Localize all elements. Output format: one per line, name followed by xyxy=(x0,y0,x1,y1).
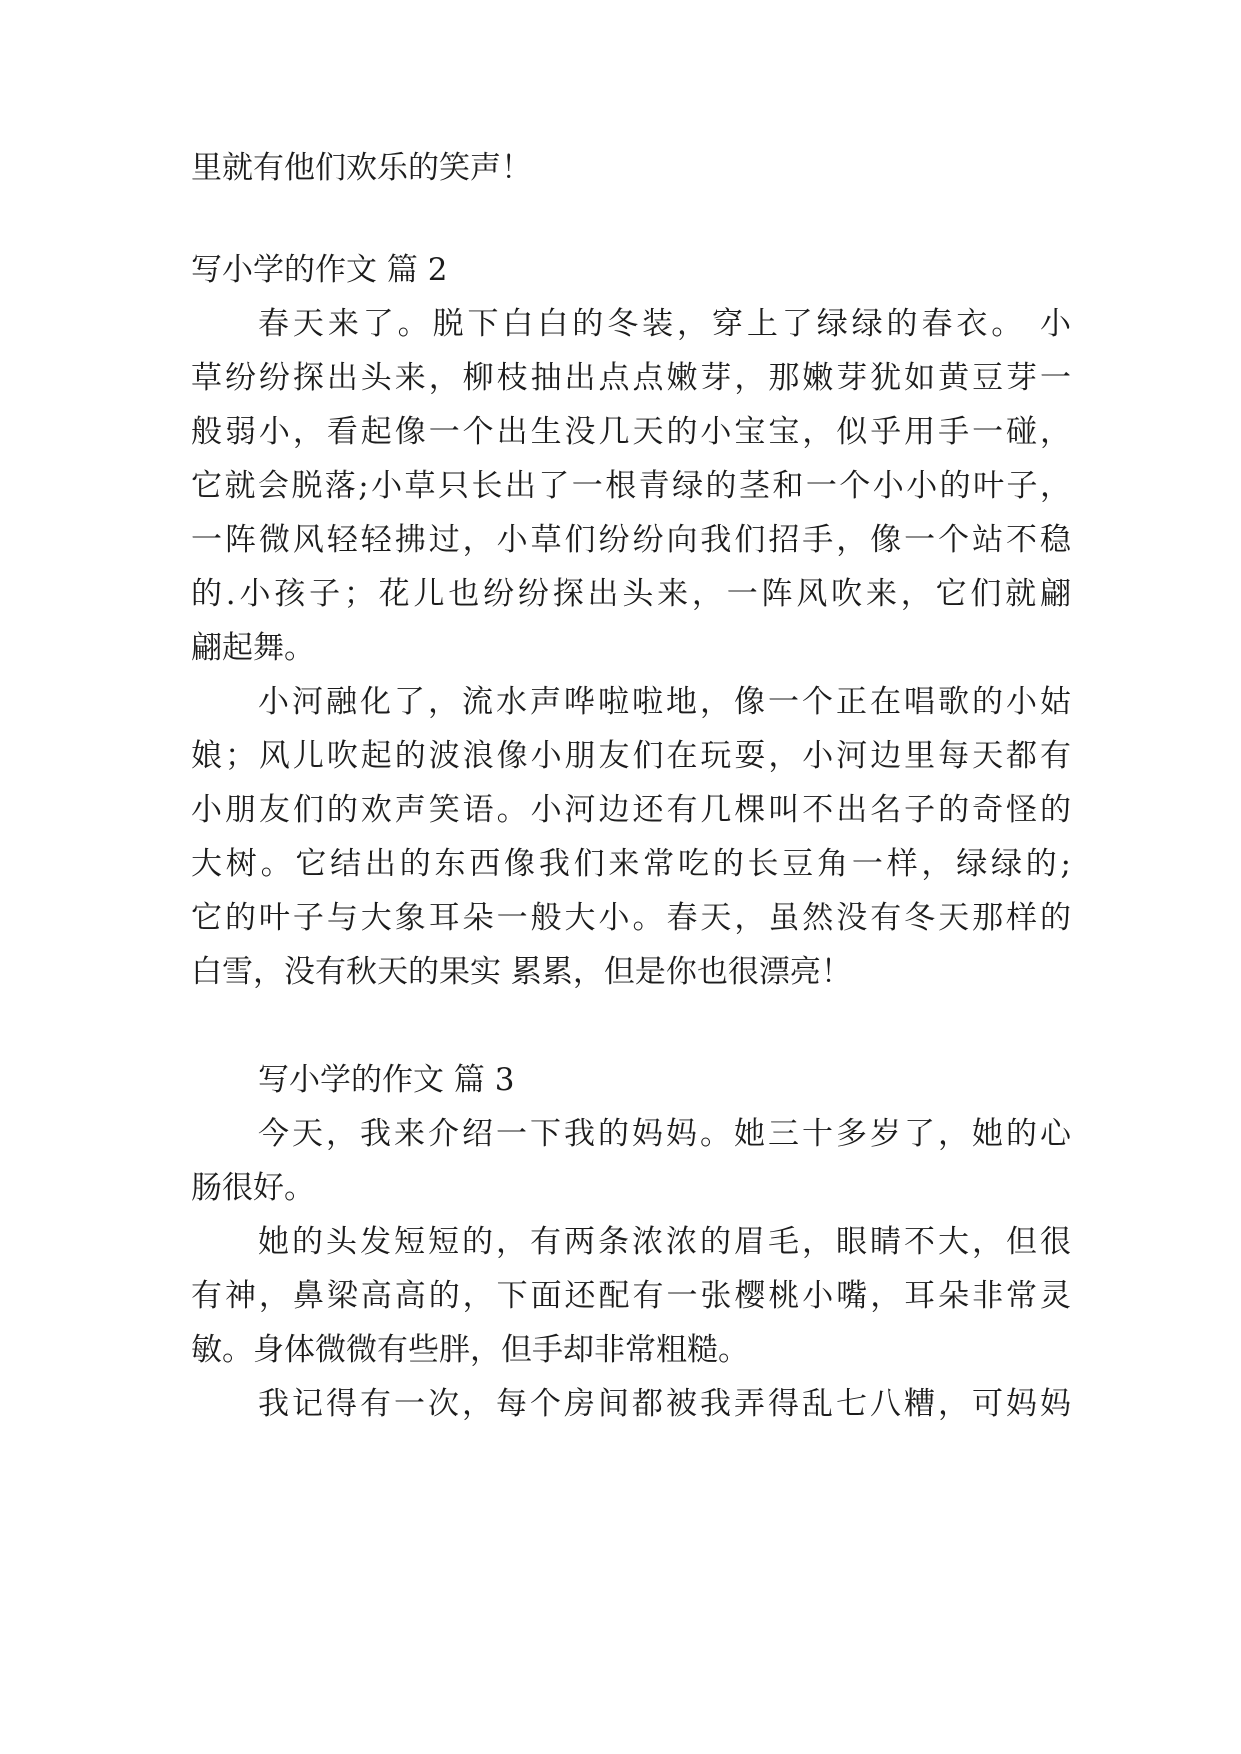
section2-p1-line-4: 它就会脱落;小草只长出了一根青绿的茎和一个小小的叶子， xyxy=(191,468,1071,504)
section3-p2-line-1: 她的头发短短的，有两条浓浓的眉毛，眼睛不大，但很 xyxy=(258,1224,1071,1260)
section2-p2-line-3: 小朋友们的欢声笑语。小河边还有几棵叫不出名子的奇怪的 xyxy=(191,792,1071,828)
section2-heading: 写小学的作文 篇 2 xyxy=(191,252,448,288)
section3-p1-line-2: 肠很好。 xyxy=(191,1170,315,1206)
section2-p2-line-5: 它的叶子与大象耳朵一般大小。春天，虽然没有冬天那样的 xyxy=(191,900,1071,936)
section2-p1-line-7: 翩起舞。 xyxy=(191,630,315,666)
section2-p2-line-4: 大树。它结出的东西像我们来常吃的长豆角一样，绿绿的; xyxy=(191,846,1071,882)
section3-p2-line-2: 有神，鼻梁高高的，下面还配有一张樱桃小嘴，耳朵非常灵 xyxy=(191,1278,1071,1314)
section3-p3-line-1: 我记得有一次，每个房间都被我弄得乱七八糟，可妈妈 xyxy=(258,1386,1071,1422)
section3-p1-line-1: 今天，我来介绍一下我的妈妈。她三十多岁了，她的心 xyxy=(258,1116,1071,1152)
section3-heading: 写小学的作文 篇 3 xyxy=(258,1062,515,1098)
section2-p1-line-6: 的.小孩子；花儿也纷纷探出头来，一阵风吹来，它们就翩 xyxy=(191,576,1071,612)
section2-p2-line-1: 小河融化了，流水声哗啦啦地，像一个正在唱歌的小姑 xyxy=(258,684,1071,720)
section2-p1-line-1: 春天来了。脱下白白的冬装，穿上了绿绿的春衣。 小 xyxy=(258,306,1071,342)
section3-p2-line-3: 敏。身体微微有些胖，但手却非常粗糙。 xyxy=(191,1332,749,1368)
section2-p1-line-3: 般弱小，看起像一个出生没几天的小宝宝，似乎用手一碰， xyxy=(191,414,1071,450)
section2-p1-line-2: 草纷纷探出头来，柳枝抽出点点嫩芽，那嫩芽犹如黄豆芽一 xyxy=(191,360,1071,396)
section2-p1-line-5: 一阵微风轻轻拂过，小草们纷纷向我们招手，像一个站不稳 xyxy=(191,522,1071,558)
section2-p2-line-2: 娘；风儿吹起的波浪像小朋友们在玩耍，小河边里每天都有 xyxy=(191,738,1071,774)
section1-tail-line: 里就有他们欢乐的笑声！ xyxy=(191,150,532,186)
section2-p2-line-6: 白雪，没有秋天的果实 累累，但是你也很漂亮！ xyxy=(191,954,852,990)
